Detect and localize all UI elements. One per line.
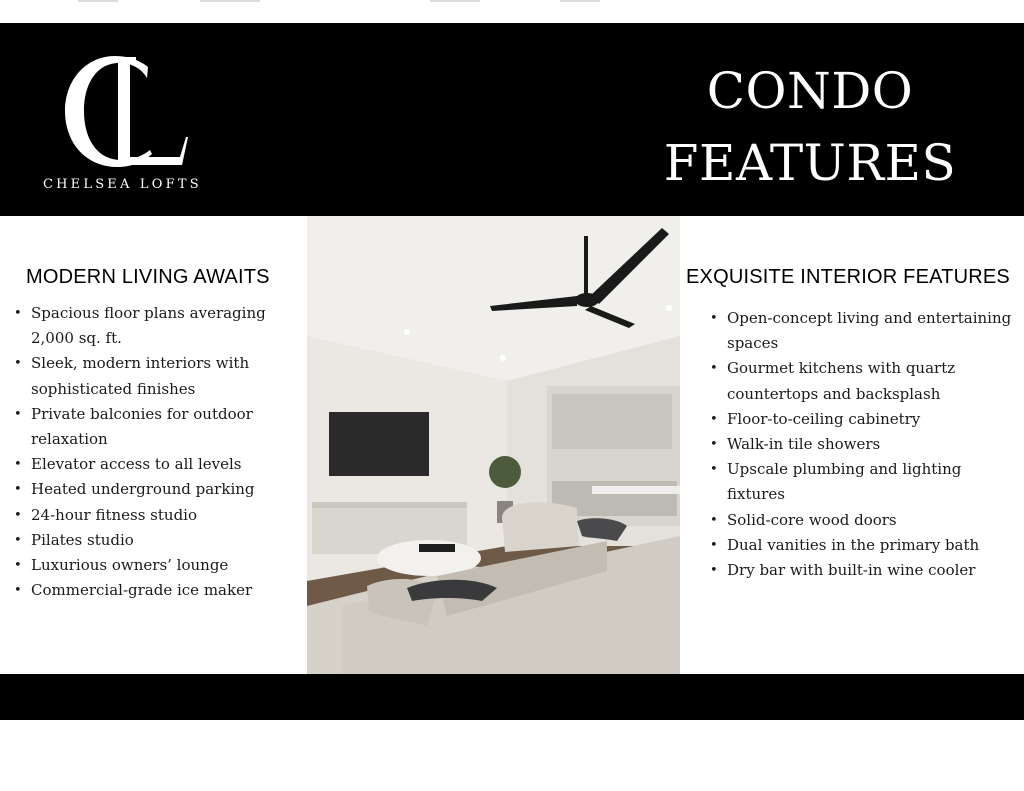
list-item-text: Sleek, modern interiors with sophisticated finishes — [31, 354, 250, 398]
list-item-text: 24-hour fitness studio — [31, 505, 197, 524]
list-item-text: Dry bar with built-in wine cooler — [727, 561, 976, 580]
list-item — [710, 306, 1022, 356]
top-edge-mark — [78, 0, 118, 2]
list-item-text: Open-concept living and entertaining spaces — [727, 309, 1012, 353]
bullet-icon: • — [710, 311, 718, 326]
list-item-text: Dual vanities in the primary bath — [727, 535, 980, 554]
right-feature-column — [680, 216, 1024, 674]
list-item — [14, 503, 304, 528]
bullet-icon: • — [14, 507, 22, 523]
bullet-icon: • — [710, 361, 718, 377]
list-item-text: Commercial-grade ice maker — [31, 581, 253, 600]
list-item-text: Gourmet kitchens with quartz countertops and backsplash — [727, 359, 956, 403]
living-room-illustration — [307, 216, 680, 674]
right-feature-list — [710, 306, 1022, 583]
bullet-icon: • — [710, 563, 718, 579]
footer-band — [0, 674, 1024, 720]
list-item — [14, 553, 304, 578]
list-item — [14, 402, 304, 452]
list-item-text: Solid-core wood doors — [727, 510, 897, 529]
list-item — [14, 301, 304, 351]
left-feature-list — [14, 301, 304, 603]
top-strip — [0, 0, 1024, 23]
list-item-text: Floor-to-ceiling cabinetry — [727, 409, 921, 428]
list-item-text: Upscale plumbing and lighting fixtures — [727, 460, 962, 504]
left-feature-column — [0, 216, 307, 674]
bullet-icon: • — [710, 411, 718, 427]
bullet-icon: • — [710, 462, 718, 478]
list-item-text: Elevator access to all levels — [31, 455, 242, 474]
list-item — [14, 452, 304, 477]
title-line-2: FEATURES — [663, 134, 957, 192]
bullet-icon: • — [14, 583, 22, 599]
list-item-text: Spacious floor plans averaging 2,000 sq. ft. — [31, 304, 266, 348]
cl-monogram-logo — [60, 53, 190, 173]
list-item — [14, 351, 304, 401]
list-item — [710, 558, 1022, 583]
list-item-text: Heated underground parking — [31, 480, 255, 499]
right-section-heading: EXQUISITE INTERIOR FEATURES — [686, 266, 1010, 288]
living-room-photo — [307, 216, 680, 674]
top-edge-mark — [430, 0, 480, 2]
list-item — [710, 407, 1022, 432]
title-line-1: CONDO — [706, 62, 914, 120]
list-item — [710, 457, 1022, 507]
bullet-icon: • — [710, 537, 718, 553]
brand-logo — [40, 53, 215, 203]
bullet-icon: • — [14, 356, 22, 372]
list-item — [710, 533, 1022, 558]
list-item-text: Private balconies for outdoor relaxation — [31, 404, 253, 449]
page-title — [640, 55, 980, 199]
list-item — [14, 528, 304, 553]
bullet-icon: • — [710, 437, 718, 453]
bullet-icon: • — [14, 457, 22, 473]
list-item — [14, 578, 304, 603]
brand-name: CHELSEA LOFTS — [43, 177, 202, 192]
bullet-icon: • — [14, 558, 22, 574]
bullet-icon: • — [14, 482, 22, 498]
list-item — [710, 508, 1022, 533]
bullet-icon: • — [14, 406, 22, 422]
left-section-heading: MODERN LIVING AWAITS — [26, 266, 270, 288]
header-band — [0, 23, 1024, 216]
list-item — [710, 432, 1022, 457]
bullet-icon: • — [710, 512, 718, 528]
top-edge-mark — [560, 0, 600, 2]
list-item-text: Luxurious owners’ lounge — [31, 556, 229, 575]
list-item — [14, 477, 304, 502]
bullet-icon: • — [14, 306, 22, 321]
top-edge-mark — [200, 0, 260, 2]
list-item — [710, 356, 1022, 406]
list-item-text: Pilates studio — [31, 530, 134, 549]
bullet-icon: • — [14, 532, 22, 548]
list-item-text: Walk-in tile showers — [727, 435, 881, 454]
